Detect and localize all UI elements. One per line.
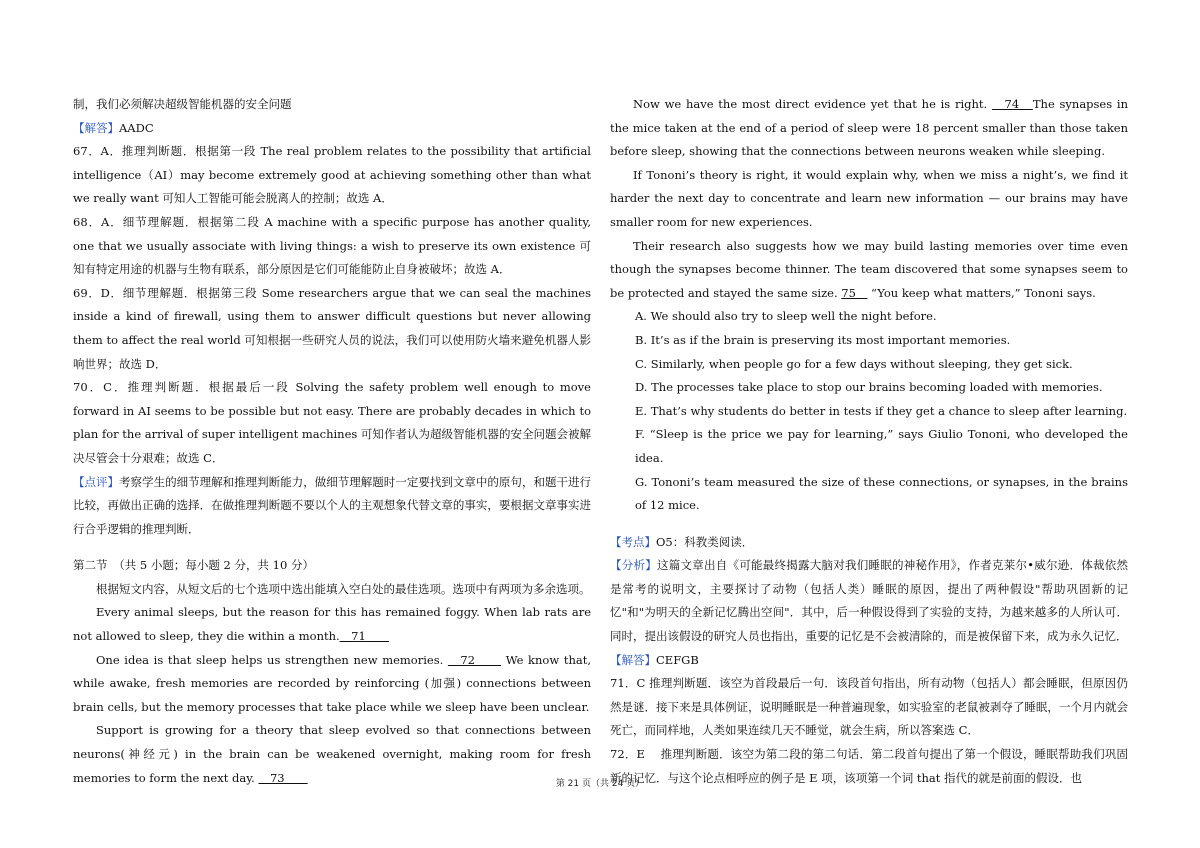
passage-paragraph-2	[73, 649, 591, 720]
page-footer: 第 21 页（共 24 页）	[555, 779, 645, 789]
section-instructions: 根据短文内容，从短文后的七个选项中选出能填入空白处的最佳选项。选项中有两项为多余选项。	[96, 581, 591, 596]
passage-text-4a: Now we have the most direct evidence yet that he is right.	[633, 97, 992, 111]
passage-text-2a: One idea is that sleep helps us strengthen new memories.	[96, 652, 448, 667]
passage-text-4b: The synapses in the mice taken at the end of a period of sleep were 18 percent smaller than those taken before sleep, showing that the connections between neurons weaken while sleeping.	[610, 97, 1128, 159]
passage-text-1: Every animal sleeps, but the reason for this has remained foggy. When lab rats are not allowed to sleep, they die within a month.	[73, 605, 591, 644]
section-gap	[73, 541, 591, 554]
option-f: F. “Sleep is the price we pay for learning,” says Giulio Tononi, who developed the idea.	[635, 427, 1128, 465]
analysis-gap	[610, 518, 1128, 531]
passage-text-6b: “You keep what matters,” Tononi says.	[867, 285, 1096, 300]
option-b: B. It’s as if the brain is preserving its most important memories.	[635, 332, 1011, 347]
option-d: D. The processes take place to stop our brains becoming loaded with memories.	[635, 380, 1103, 395]
answer-tag: 【解答】	[73, 120, 119, 135]
blank-73: ＿73＿＿	[258, 770, 308, 785]
option-g: G. Tononi’s team measured the size of these connections, or synapses, in the brains of 12 mice.	[635, 474, 1128, 513]
passage-paragraph-4	[610, 93, 1128, 164]
passage-paragraph-1	[73, 601, 591, 648]
option-e: E. That’s why students do better in tests if they get a chance to sleep after learning.	[635, 403, 1128, 418]
analysis-tag: 【分析】	[610, 558, 657, 573]
analysis-paragraph	[610, 554, 1128, 648]
explanation-67: 67．A．推理判断题．根据第一段 The real problem relates to the possibility that artificial intelligence（AI）may become extremely good at achieving something other than what we really want 可知人工智能可能会脱离人的控制；故选 A．	[73, 144, 591, 206]
passage-text-3: Support is growing for a theory that sleep evolved so that connections between neurons(神经元) in the brain can be weakened overnight, making room for fresh memories to form the next day.	[73, 723, 591, 785]
passage-text-2b: We know that, while awake, fresh memories are recorded by reinforcing (加强) connections between brain cells, but the memory processes that take place while we sleep have been unclear.	[73, 652, 591, 714]
analysis-text: 这篇文章出自《可能最终揭露大脑对我们睡眠的神秘作用》，作者克莱尔•威尔逊．体裁依然是常考的说明文，主要探讨了动物（包括人类）睡眠的原因，提出了两种假设"帮助巩固新的记忆"和"为明天的全新记忆腾出空间"．其中，后一种假设得到了实验的支持，为越来越多的人所认可．同时，提出该假设的研究人员也指出，重要的记忆是不会被清除的，而是被保留下来，成为永久记忆．	[610, 558, 1128, 644]
blank-75: 75＿	[841, 285, 868, 300]
comment-paragraph	[73, 471, 591, 542]
answer-tag-2: 【解答】	[610, 652, 656, 667]
left-column	[73, 93, 591, 790]
explanation-69: 69．D．细节理解题．根据第三段 Some researchers argue that we can seal the machines inside a kind of firewall, using them to answer difficult questions but never allowing them to affect the real world 可知根据一些研究人员的说法，我们可以使用防火墙来避免机器人影响世界；故选 D．	[73, 285, 591, 371]
knowledge-tag: 【考点】	[610, 534, 656, 549]
explanation-71: 71．C 推理判断题．该空为首段最后一句．该段首句指出，所有动物（包括人）都会睡眠，但原因仍然是谜．接下来是具体例证，说明睡眠是一种普遍现象，如实验室的老鼠被剥夺了睡眠，一个月内就会死亡，而同样地，人类如果连续几天不睡觉，就会生病，所以答案选 C．	[610, 676, 1128, 738]
comment-tag: 【点评】	[73, 474, 120, 489]
explanation-72: 72．E 推理判断题．该空为第二段的第二句话．第二段首句提出了第一个假设，睡眠帮助我们巩固新的记忆．与这个论点相呼应的例子是 E 项，该项第一个词 that 指代的就是前面的假设．也	[610, 747, 1128, 785]
passage-text-6: Their research also suggests how we may build lasting memories over time even though the synapses become thinner. The team discovered that some synapses seem to be protected and stayed the same size.	[610, 238, 1128, 300]
passage-paragraph-5: If Tononi’s theory is right, it would explain why, when we miss a night’s, we find it harder the next day to concentrate and learn new information — our brains may have smaller room for new experiences.	[610, 167, 1128, 229]
explanation-70: 70．C．推理判断题．根据最后一段 Solving the safety problem well enough to move forward in AI seems to be possible but not easy. There are probably decades in which to plan for the arrival of super intelligent machines 可知作者认为超级智能机器的安全问题会被解决尽管会十分艰难；故选 C．	[73, 380, 591, 465]
blank-72: ＿72＿＿	[447, 652, 502, 667]
blank-71: ＿71＿＿	[339, 629, 389, 644]
passage-paragraph-6	[610, 235, 1128, 306]
comment-text: 考察学生的细节理解和推理判断能力，做细节理解题时一定要找到文章中的原句，和题干进行比较，再做出正确的选择．在做推理判断题不要以个人的主观想象代替文章的事实，要根据文章事实进行合乎逻辑的推理判断．	[73, 474, 591, 536]
blank-74: ＿74＿	[991, 97, 1033, 111]
right-column	[610, 93, 1128, 790]
answer-line-2	[610, 649, 1128, 673]
knowledge-point	[610, 531, 1128, 555]
explanation-68: 68．A．细节理解题．根据第二段 A machine with a specific purpose has another quality, one that we usually associate with living things: a wish to preserve its own existence 可知有特定用途的机器与生物有联系，部分原因是它们可能能防止自身被破坏；故选 A．	[73, 214, 591, 277]
section-heading: 第二节 （共 5 小题；每小题 2 分，共 10 分）	[73, 558, 314, 573]
option-c: C. Similarly, when people go for a few days without sleeping, they get sick.	[635, 356, 1073, 371]
answer-value: AADC	[119, 120, 154, 135]
answer-value-2: CEFGB	[656, 652, 699, 667]
knowledge-text: O5：科教类阅读．	[656, 534, 754, 549]
answer-line	[73, 117, 591, 141]
option-a: A. We should also try to sleep well the night before.	[635, 309, 937, 324]
continued-text: 制，我们必须解决超级智能机器的安全问题	[73, 97, 292, 111]
